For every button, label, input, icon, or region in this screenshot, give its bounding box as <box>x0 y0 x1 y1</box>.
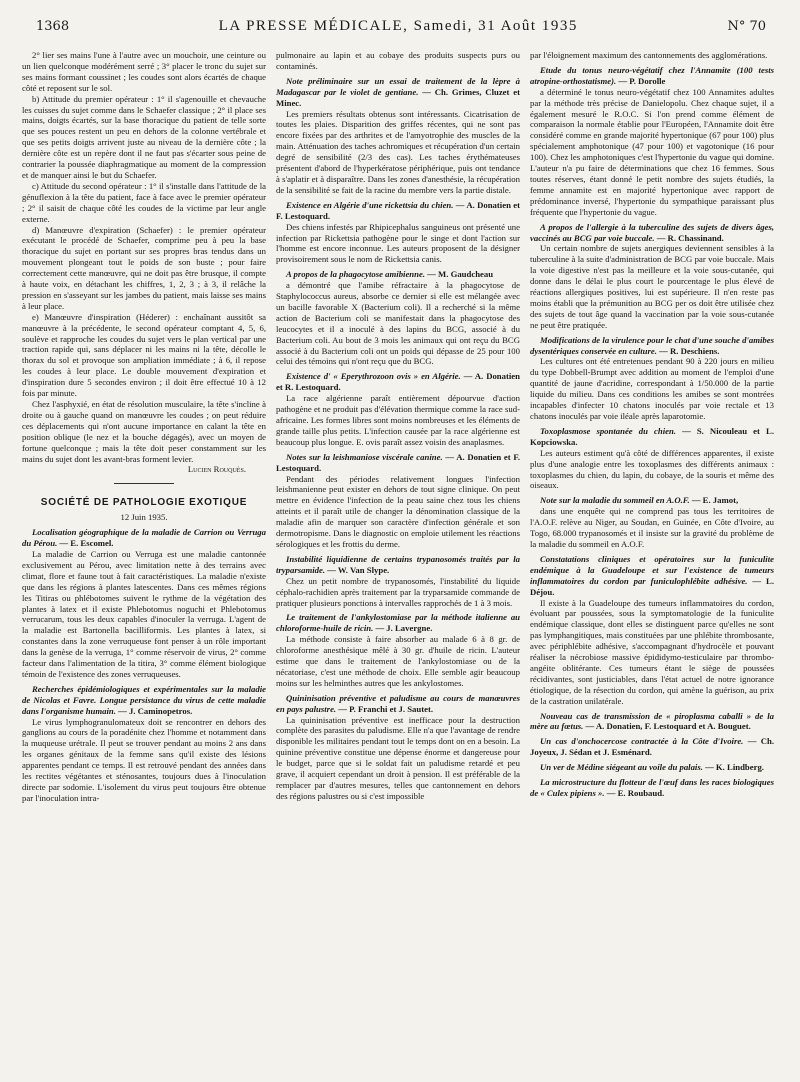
journal-title: LA PRESSE MÉDICALE, Samedi, 31 Août 1935 <box>218 18 578 34</box>
article-text: La méthode consiste à faire absorber au malade 6 à 8 gr. de chloroforme anesthésique mêlé à 30 gr. d'huile de ricin. L'auteur estime que dans le traitement de l'ankylostomiase ou de la nécatoriase, c'est une méthode de choix. Elle semble agir beaucoup moins sur les helminthes autres que les ankylostomes. <box>276 634 520 688</box>
text-columns <box>22 50 774 804</box>
article-text: Un certain nombre de sujets anergiques deviennent sensibles à la tuberculine à la suite d'administration de BCG par voie buccale. Mais la voie digestive n'est pas la meilleure et la voie sous-cutanée, qui donne dans le délai le plus court le pourcentage le plus élevé de réactions allergiques positives, lui est supérieure. Il n'en reste pas moins établi que la prémunition au BCG per os doit être utilisée chez des sujets de tout âge quand la vaccination par la voie sous-cutanée ne peut être pratiquée. <box>530 243 774 330</box>
paragraph: 2° lier ses mains l'une à l'autre avec un mouchoir, une ceinture ou un lien quelconque modérément serré ; 3° placer le tronc du sujet sur ses mains formant coussinet ; les coudes sont alors écartés de chaque côté et reposent sur le sol. <box>22 50 266 93</box>
article-heading: Modifications de la virulence pour le chat d'une souche d'amibes dysentériques conservée en culture. — R. Deschiens. <box>530 334 774 356</box>
article-text: La maladie de Carrion ou Verruga est une maladie cantonnée exclusivement au Pérou, avec limitation nette à des terrains avec climat, flore et faune tout à fait caractéristiques. La maladie n'existe que dans les régions à plantes latescentes. Dans ces mêmes régions les Titiras ou phlébotomes suivent le rythme de la végétation des plantes à latex et il existe Phlebotomus noguchi et Phlebotomus verrucarum, tous les deux capables d'inoculer la verruga. L'agent de la maladie est Bartonella bacilliformis. Les plantes à latex, si constantes dans la zone verruqueuse font penser à un rôle important dans la genèse de la verruga, 1° comme réservoir de virus, 2° comme facteur dans l'alimentation de la titira, 3° comme élément biologique témoin de l'existence des zones verruqueuses. <box>22 548 266 679</box>
article-heading: A propos de l'allergie à la tuberculine des sujets de divers âges, vaccinés au BCG par voie buccale. — R. Chassinand. <box>530 221 774 243</box>
article-text: Pendant des périodes relativement longues l'infection leishmanienne peut exister en dehors de tout signe clinique. On peut mettre en évidence l'infection de la peau saine chez tous les chiens atteints et il paraît utile de changer la dénomination classique de la maladie afin de marquer son caractère d'infection générale et son dermotropisme. Dans le diagnostic on emploie utilement les réactions sérologiques et les frottis du derme. <box>276 473 520 549</box>
article-text: Il existe à la Guadeloupe des tumeurs inflammatoires du cordon, évoluant par poussées, sous la symptomatologie de la funiculite endémique classique, dont elles se distinguent parce qu'elles ne sont pas lymphangitiques, mais constituées par une phlébite thrombosante, avec périphlébite adhésive, s'accompagnant d'hydrocèle et pouvant réaliser la nécrobiose massive épididymo-testiculaire par thrombo-angéite oblitérante. Ces tumeurs étant le siège de poussées récidivantes, sont justiciables, dans l'état actuel de notre ignorance étiologique, de la résection du cordon, qui amène la guérison, au prix de la castration unilatérale. <box>530 597 774 706</box>
session-date: 12 Juin 1935. <box>120 512 168 523</box>
article-heading: Nouveau cas de transmission de « piroplasma caballi » de la mère au fœtus. — A. Donatien, F. Lestoquard et A. Bouguet. <box>530 710 774 732</box>
article-heading: Existence en Algérie d'une rickettsia du chien. — A. Donatien et F. Lestoquard. <box>276 199 520 221</box>
paragraph: d) Manœuvre d'expiration (Schaefer) : le premier opérateur exécutant le procédé de Schaefer, comprime peu à peu la base thoracique du sujet en portant sur ses propres bras tendus dans un mouvement plongeant tout le poids de son buste ; pour faire correctement cette manœuvre, qui ne doit pas être brusque, il compte à haute voix, en détachant les chiffres, 1, 2, 3 ; à 3, il relâche la pression en s'asseyant sur les jambes du patient, mais laisse ses mains à leur place. <box>22 224 266 311</box>
article-text: dans une enquête qui ne comprend pas tous les territoires de l'A.O.F. relève au Niger, au Soudan, en Guinée, en Côte d'Ivoire, au Togo, 68.000 trypanosomés et il insiste sur la gravité du problème de la maladie du sommeil en A.O.F. <box>530 506 774 549</box>
author-signature: Lucien Rouquès. <box>187 464 246 475</box>
article-heading: Localisation géographique de la maladie de Carrion ou Verruga du Pérou. — E. Escomel. <box>22 527 266 549</box>
article-heading: Existence d' « Eperythrozoon ovis » en Algérie. — A. Donatien et R. Lestoquard. <box>276 371 520 393</box>
column-3 <box>530 50 774 804</box>
article-heading: Instabilité liquidienne de certains trypanosomés traités par la tryparsamide. — W. Van Slype. <box>276 553 520 575</box>
article-text: Chez un petit nombre de trypanosomés, l'instabilité du liquide céphalo-rachidien après traitement par la tryparsamide commande de pratiquer plusieurs ponctions à intervalles rapprochés de 1 à 3 mois. <box>276 575 520 608</box>
column-1 <box>22 50 266 804</box>
article-heading: Un ver de Médine siégeant au voile du palais. — K. Lindberg. <box>540 762 764 773</box>
article-heading: Note sur la maladie du sommeil en A.O.F. — E. Jamot, <box>540 495 739 506</box>
article-heading: A propos de la phagocytose amibienne. — M. Gaudcheau <box>286 269 494 280</box>
column-2 <box>276 50 520 804</box>
article-heading: Un cas d'onchocercose contractée à la Côte d'Ivoire. — Ch. Joyeux, J. Sédan et J. Esménard. <box>530 736 775 758</box>
article-heading: Note préliminaire sur un essai de traitement de la lèpre à Madagascar par le violet de gentiane. — Ch. Grimes, Cluzet et Minec. <box>276 75 520 108</box>
paragraph: b) Attitude du premier opérateur : 1° il s'agenouille et chevauche les cuisses du sujet comme dans le Schaefer classique ; 2° il place ses mains, doigts écartés, sur la base thoracique du patient de telle sorte que ses pouces restent un peu en dehors de la colonne vertébrale et que ses petits doigts arrivent juste au niveau de la dernière côte ; la dernière côte est un repère dont il ne faut pas s'écarter sous peine de contrarier la poussée diaphragmatique au moment de la compression et de manquer ainsi le but du Schaefer. <box>22 93 266 180</box>
article-text: Les auteurs estiment qu'à côté de différences apparentes, il existe plus d'une analogie entre les toxoplasmes des différents animaux : toxoplasmes du chien, du lapin, du cobaye, de la souris et même des oiseaux. <box>530 447 774 491</box>
article-text: a démontré que l'amibe réfractaire à la phagocytose de Staphylococcus aureus, absorbe ce dernier si elle est mélangée avec un bacille favorable X (Bacterium coli). Il a recherché si la même action de Bacterium coli se manifestait dans la phagocytose des leucocytes et il a inoculé à des lapins du BCG, associé à du Bacterium coli. Au bout de 3 mois les animaux qui ont reçu du BCG associé à du Bacterium coli ont un poids qui dépasse de 25 pour 100 celui des témoins qui n'ont reçu que du BCG. <box>276 280 520 367</box>
article-heading: Etude du tonus neuro-végétatif chez l'Annamite (100 tests atropine-orthostatisme). — P. Dorolle <box>530 64 774 86</box>
paragraph: e) Manœuvre d'inspiration (Héderer) : enchaînant aussitôt sa manœuvre à la précédente, le second opérateur comptant 4, 5, 6, soulève et rapproche les coudes du sujet vers le plan vertical par une traction rapide qui, sans déplacer ni les mains ni la tête, décolle le thorax du sol et provoque son ampliation immédiate ; à 6, il repose les coudes à leur place. Le double mouvement d'expiration et d'inspiration dure 5 secondes environ ; il doit être effectué 10 à 12 fois par minute. <box>22 311 266 399</box>
article-heading: Quininisation préventive et paludisme au cours de manœuvres en pays palustre. — P. Franchi et J. Sautet. <box>276 692 520 714</box>
article-text: Les cultures ont été entretenues pendant 90 à 220 jours en milieu du type Dobbell-Brumpt avec addition au moment de l'emploi d'une quantité de jaune d'acridine, correspondant à 1/50.000 de la partie liquide du milieu. Dans ces conditions les amibes se sont montrées incapables d'infecter 10 chatons inoculés par voie rectale et 13 chatons inoculés par voie iléale après laparotomie. <box>530 356 774 421</box>
article-text: Les premiers résultats obtenus sont intéressants. Cicatrisation de toutes les plaies. Disparition des griffes récentes, qui ne sont pas encore fixées par des arthrites et de l'amyotrophie des muscles de la main. Atténuation des taches achromiques et récupération d'un certain degré de sensibilité (2/3 des cas). Les taches érythémateuses présentent d'abord de l'hyperkératose périphérique, puis ont tendance à s'aplatir et à disparaître. Dans les zones d'anesthésie, la récupération de la sensibilité se fait de la racine du membre vers la partie distale. <box>276 108 520 195</box>
issue-number: N° 70 <box>727 19 766 34</box>
paragraph: par l'éloignement maximum des cantonnements des agglomérations. <box>530 50 768 60</box>
article-heading: Notes sur la leishmaniose viscérale canine. — A. Donatien et F. Lestoquard. <box>276 451 521 473</box>
society-heading: SOCIÉTÉ DE PATHOLOGIE EXOTIQUE <box>40 497 248 509</box>
page-header <box>22 18 774 48</box>
article-text: Des chiens infestés par Rhipicephalus sanguineus ont présenté une infection par Rickettsia pathogène pour le singe et dont l'action sur l'homme est encore inconnue. Les auteurs proposent de la désigner provisoirement sous le nom de Rickettsia canis. <box>276 221 520 265</box>
article-heading: Constatations cliniques et opératoires sur la funiculite endémique à la Guadeloupe et sur l'existence de tumeurs inflammatoires du cordon par funiculophlébite adhésive. — L. Déjou. <box>530 553 775 597</box>
paragraph: Chez l'asphyxié, en état de résolution musculaire, la tête s'incline à droite ou à gauche quand on manœuvre les coudes ; on peut réduire ces déplacements qui n'ont aucune importance en calant la tête en position oblique (le nez et la bouche dégagés), avec un moyen de fortune quelconque ; mais la tête doit peser constamment sur les mains du sujet dont les avant-bras forment levier. <box>22 399 266 464</box>
divider <box>114 483 174 484</box>
article-heading: Toxoplasmose spontanée du chien. — S. Nicouleau et L. Kopciowska. <box>530 425 774 447</box>
paragraph: c) Attitude du second opérateur : 1° il s'installe dans l'attitude de la génuflexion à la tête du patient, face à face avec le premier opérateur ; 2° il saisit de chaque côté les coudes de la victime par leur angle externe. <box>22 180 266 224</box>
article-heading: La microstructure du flotteur de l'œuf dans les races biologiques de « Culex pipiens ». — E. Roubaud. <box>530 777 774 798</box>
article-heading: Recherches épidémiologiques et expérimentales sur la maladie de Nicolas et Favre. Longue persistance du virus de cette maladie dans l'organisme humain. — J. Caminopetros. <box>22 683 266 716</box>
article-text: La quininisation préventive est inefficace pour la destruction complète des parasites du paludisme. Elle n'a que l'avantage de rendre disponible les militaires pendant tout le temps dont on en a besoin. La quinine préventive constitue une dépense énorme et dangereuse pour le budget, parce que si le soldat fait un paludisme retardé et peu grave, il acquiert cependant un droit à pension. Il est préférable de la remplacer par d'autres mesures, telles que cantonnement en dehors des régions palustres ou si c'est impossible <box>276 714 520 801</box>
article-text: Le virus lymphogranulomateux doit se rencontrer en dehors des ganglions au cours de la poradénite chez l'homme et notamment dans la muqueuse urétrale. Il peut se trouver pendant au moins 2 ans dans les organes génitaux de la femme sans qu'il existe des lésions apparentes pendant ce temps. Il est retrouvé pendant des années dans les rectites végétantes et sténosantes, toujours dues à l'inoculation directe par sodomie. L'isolement du virus peut toujours être obtenue par l'inoculation intra- <box>22 716 266 803</box>
paragraph: pulmonaire au lapin et au cobaye des produits suspects purs ou contaminés. <box>276 50 520 71</box>
article-heading: Le traitement de l'ankylostomiase par la méthode italienne au chloroforme-huile de ricin. — J. Lavergne. <box>276 612 520 634</box>
page-number: 1368 <box>36 19 70 34</box>
article-text: La race algérienne paraît entièrement dépourvue d'action pathogène et ne produit pas d'élévation thermique comme la race sud-africaine. Les formes libres sont moins nombreuses et les éléments de grande taille plus petits. L'infection causée par la race algérienne est beaucoup plus longue. E. ovis paraît assez voisin des anaplasmes. <box>276 393 520 447</box>
article-text: a déterminé le tonus neuro-végétatif chez 100 Annamites adultes par la méthode très précise de Danielopolu. Chez chaque sujet, il a également mesuré le R.O.C. Si l'on prend comme élément de comparaison la normale établie pour l'Européen, l'Annamite doit être considéré comme en grande majorité hypertonique (67 pour 100) plus spécialement amphotonique (47 pour 100) et vagotonique (16 pour 100). Chez les amphotoniques c'est l'hypertonie du vague qui domine. L'auteur n'a pu faire de déterminations que chez 16 femmes. Sous toutes réserves, étant donné le petit nombre des sujets étudiés, la femme annamite est en majorité hypertonique avec rapport de prédominance inversé, l'hypertonie du sympathique paraissant plus fréquente que l'hypertonie du vague. <box>530 86 774 217</box>
